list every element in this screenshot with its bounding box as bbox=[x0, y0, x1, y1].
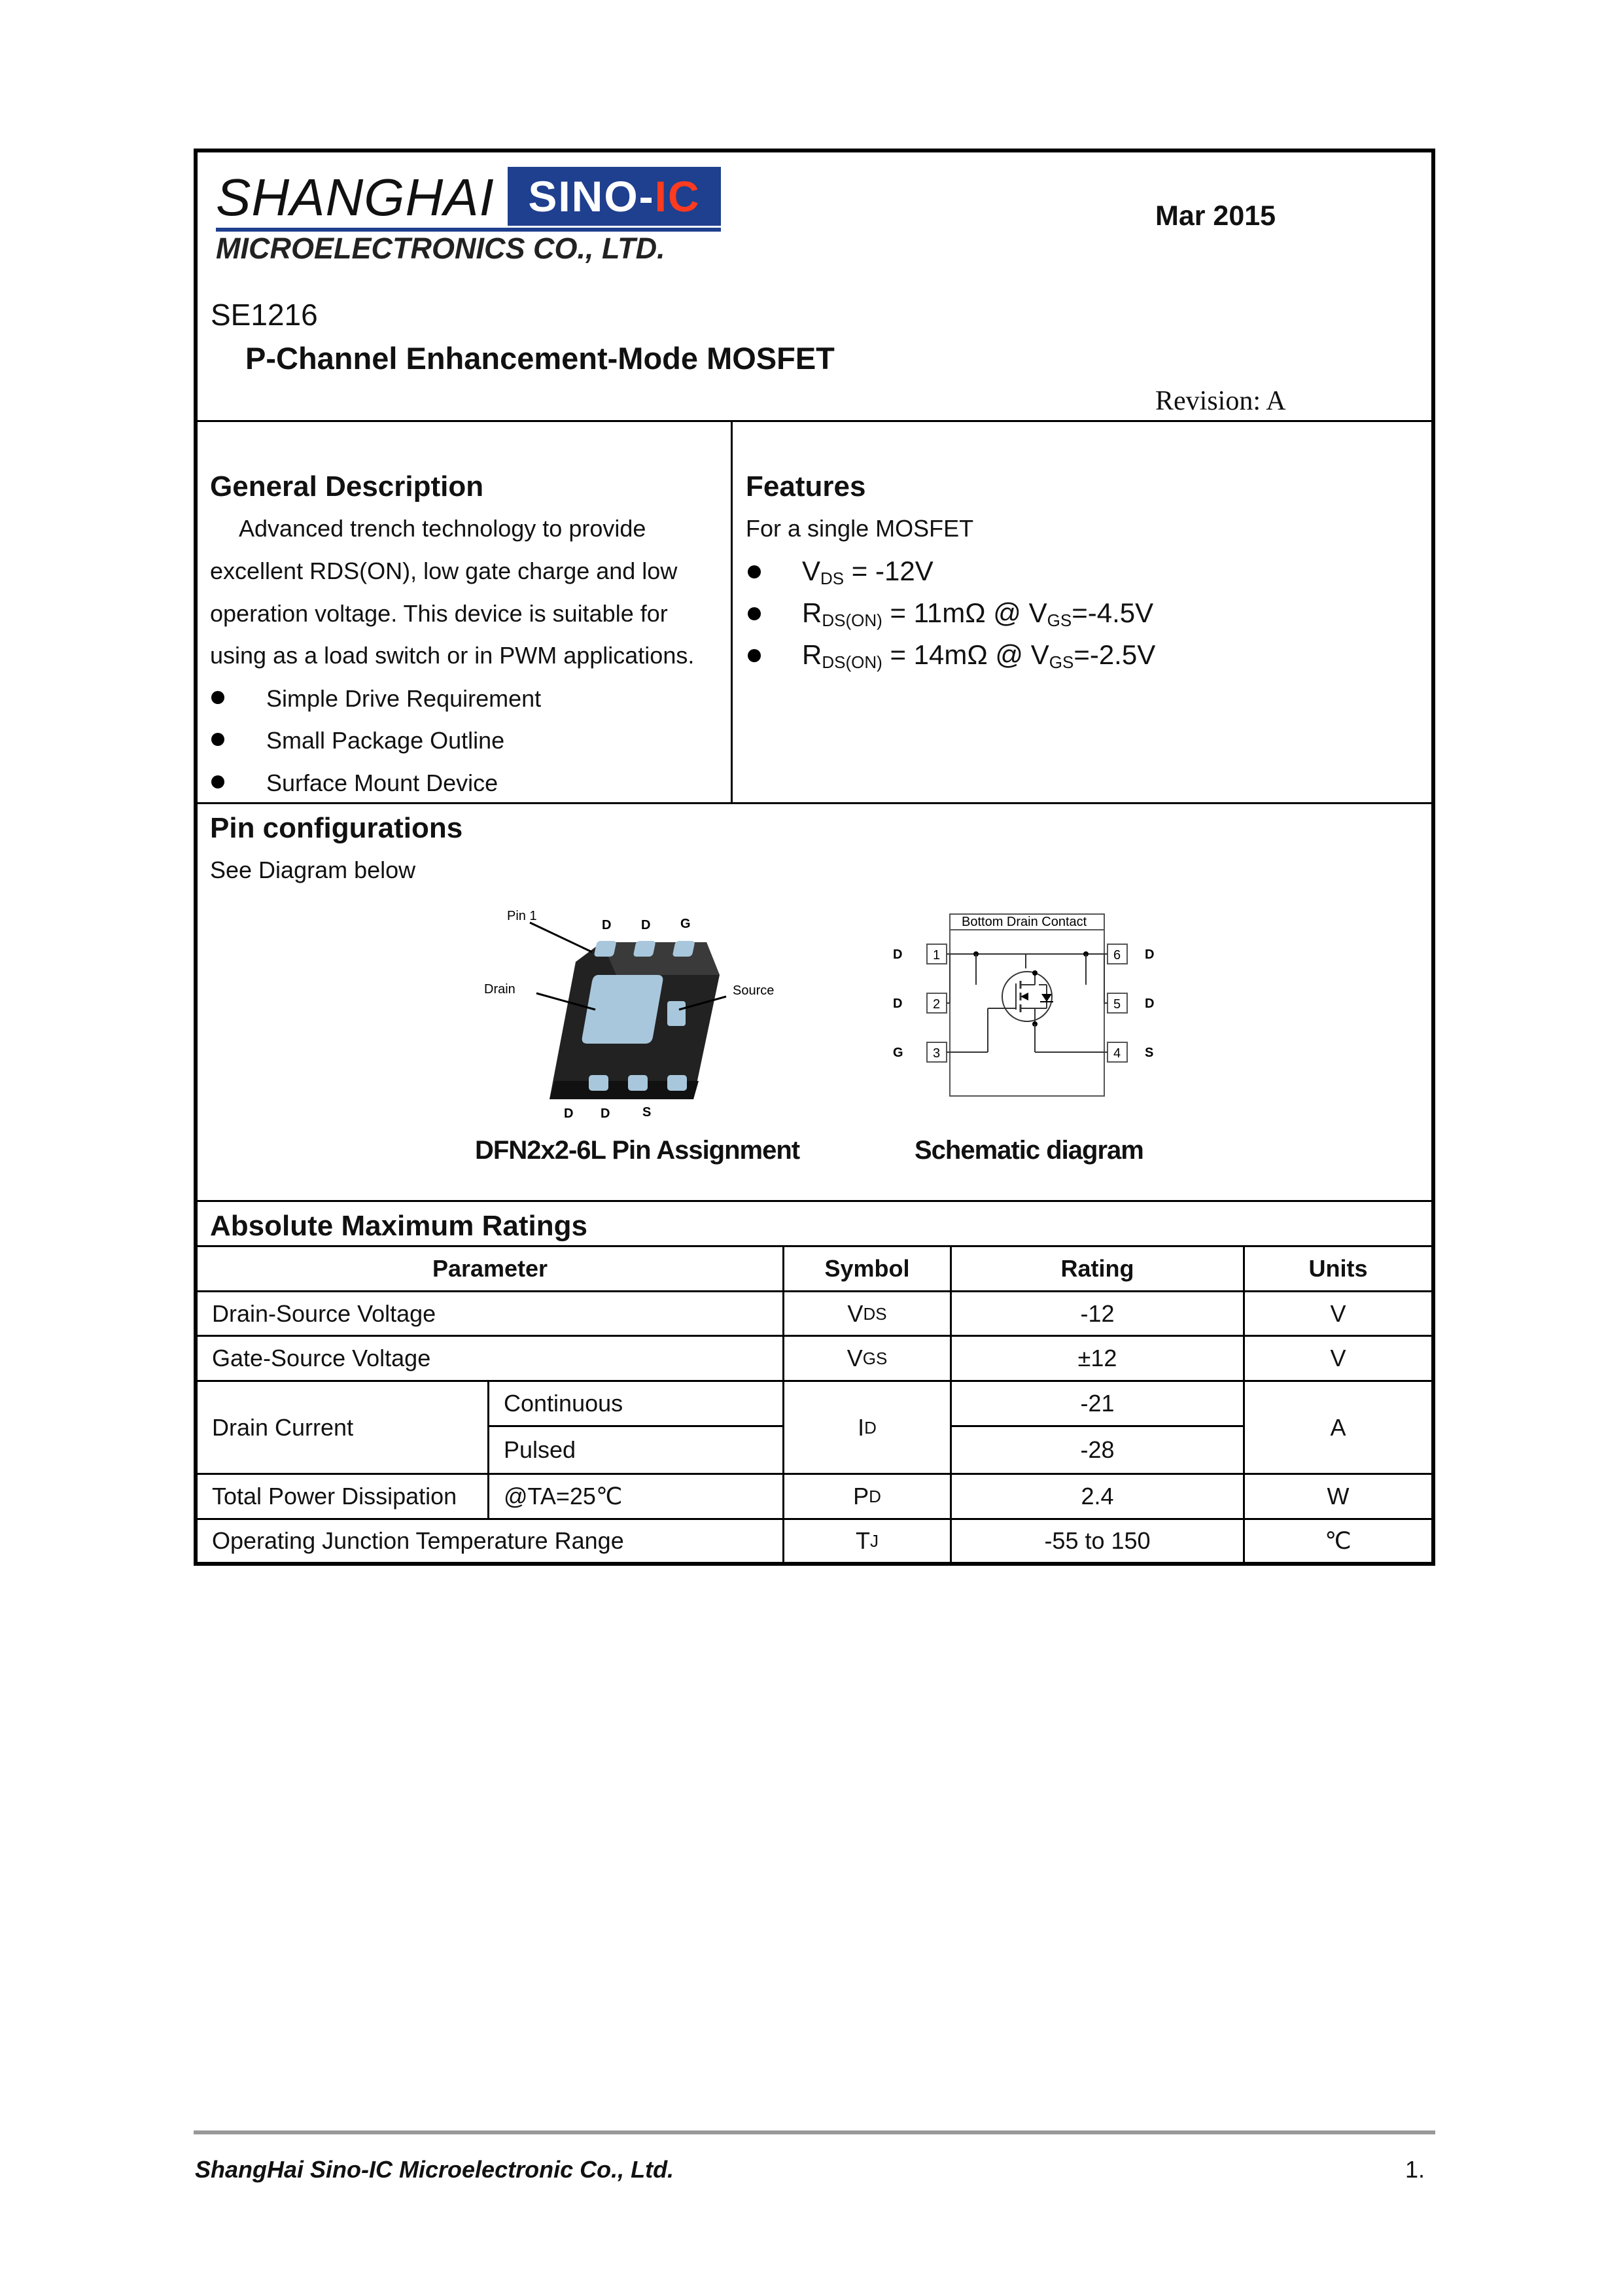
description-bullet: Surface Mount Device bbox=[266, 769, 498, 796]
table-cell-param: Gate-Source Voltage bbox=[212, 1345, 431, 1371]
table-cell-rating: -12 bbox=[1080, 1299, 1115, 1327]
col-header-units: Units bbox=[1308, 1255, 1368, 1282]
footer-rule bbox=[194, 2130, 1435, 2134]
svg-text:Drain: Drain bbox=[484, 982, 515, 997]
svg-text:G: G bbox=[893, 1046, 903, 1060]
divider bbox=[731, 420, 733, 803]
logo-sino-text: SINO- bbox=[528, 172, 655, 221]
table-cell-param: Operating Junction Temperature Range bbox=[212, 1527, 624, 1554]
logo-sino-ic bbox=[508, 167, 721, 226]
description-bullet: Small Package Outline bbox=[266, 727, 505, 754]
col-header-symbol: Symbol bbox=[824, 1255, 910, 1282]
bullet-icon bbox=[748, 565, 761, 578]
svg-text:D: D bbox=[641, 918, 651, 932]
svg-text:6: 6 bbox=[1113, 948, 1121, 963]
logo-shanghai: SHANGHAI bbox=[216, 168, 495, 226]
package-drawing bbox=[471, 903, 824, 1119]
table-cell-param: Total Power Dissipation bbox=[212, 1483, 457, 1510]
bullet-icon bbox=[748, 649, 761, 662]
svg-text:D: D bbox=[893, 947, 903, 962]
table-cell-symbol: V DS bbox=[847, 1299, 887, 1327]
col-header-parameter: Parameter bbox=[432, 1255, 548, 1282]
col-header-rating: Rating bbox=[1060, 1255, 1134, 1282]
divider bbox=[194, 1200, 1435, 1202]
schematic-caption: Schematic diagram bbox=[915, 1136, 1143, 1165]
description-line: using as a load switch or in PWM applications. bbox=[210, 642, 695, 669]
part-number: SE1216 bbox=[211, 298, 318, 332]
table-cell-unit: V bbox=[1330, 1299, 1346, 1327]
pin-config-intro: See Diagram below bbox=[210, 857, 416, 883]
description-line: excellent RDS(ON), low gate charge and low bbox=[210, 557, 678, 584]
table-cell-unit: W bbox=[1327, 1483, 1350, 1510]
ratings-heading: Absolute Maximum Ratings bbox=[210, 1210, 587, 1242]
svg-text:D: D bbox=[1145, 997, 1155, 1011]
general-description-heading: General Description bbox=[210, 470, 484, 503]
description-line: Advanced trench technology to provide bbox=[239, 515, 646, 542]
features-intro: For a single MOSFET bbox=[746, 515, 974, 542]
label-pin1: Pin 1 bbox=[507, 909, 537, 923]
table-cell-symbol: T J bbox=[856, 1527, 879, 1554]
table-cell-symbol: V GS bbox=[846, 1345, 888, 1371]
bullet-icon bbox=[748, 607, 761, 620]
table-cell-rating: 2.4 bbox=[1081, 1483, 1114, 1510]
divider bbox=[194, 420, 1435, 422]
table-cell-condition: Continuous bbox=[504, 1390, 623, 1417]
svg-text:5: 5 bbox=[1113, 997, 1121, 1012]
bullet-icon bbox=[211, 775, 224, 788]
feature-rdson-2v5: $R_{DS(ON)} = 14m\Omega$ @ $V_{GS}=-2.5V$ bbox=[802, 639, 1156, 672]
table-cell-rating: -21 bbox=[1080, 1390, 1115, 1417]
footer-company: ShangHai Sino-IC Microelectronic Co., Ltd. bbox=[195, 2156, 674, 2183]
svg-text:4: 4 bbox=[1113, 1046, 1121, 1061]
package-caption: DFN2x2-6L Pin Assignment bbox=[475, 1136, 800, 1165]
table-cell-param: Drain Current bbox=[212, 1413, 354, 1441]
svg-text:D: D bbox=[564, 1106, 574, 1119]
svg-text:3: 3 bbox=[933, 1046, 941, 1061]
document-date: Mar 2015 bbox=[1155, 200, 1276, 232]
svg-text:S: S bbox=[1145, 1046, 1154, 1060]
table-cell-condition: Pulsed bbox=[504, 1436, 576, 1463]
svg-text:S: S bbox=[642, 1105, 652, 1119]
table-cell-rating: -55 to 150 bbox=[1044, 1527, 1151, 1554]
feature-vds: $V_{DS} = -12V$ bbox=[802, 556, 934, 588]
svg-text:D: D bbox=[1145, 947, 1155, 962]
description-line: operation voltage. This device is suitable for bbox=[210, 600, 668, 627]
table-cell-unit: A bbox=[1330, 1413, 1346, 1441]
divider bbox=[194, 802, 1435, 804]
bullet-icon bbox=[211, 733, 224, 746]
table-cell-symbol: I D bbox=[858, 1413, 877, 1441]
document-title: P-Channel Enhancement-Mode MOSFET bbox=[245, 341, 835, 376]
logo-ic-text: IC bbox=[654, 172, 701, 221]
logo-company: MICROELECTRONICS CO., LTD. bbox=[216, 232, 665, 265]
table-cell-rating: -28 bbox=[1080, 1436, 1115, 1463]
table-cell-param: Drain-Source Voltage bbox=[212, 1299, 436, 1327]
table-cell-rating: ±12 bbox=[1077, 1345, 1117, 1371]
svg-text:D: D bbox=[893, 997, 903, 1011]
svg-text:1: 1 bbox=[933, 948, 941, 963]
feature-rdson-4v5: $R_{DS(ON)} = 11m\Omega$ @ $V_{GS}=-4.5V$ bbox=[802, 597, 1154, 630]
bullet-icon bbox=[211, 691, 224, 704]
revision: Revision: A bbox=[1155, 386, 1286, 416]
table-cell-unit: ℃ bbox=[1325, 1527, 1352, 1554]
svg-text:D: D bbox=[601, 1106, 610, 1119]
schematic-drawing bbox=[890, 913, 1164, 1109]
svg-text:2: 2 bbox=[933, 997, 941, 1012]
page-number: 1. bbox=[1405, 2156, 1425, 2183]
features-heading: Features bbox=[746, 470, 866, 503]
svg-text:Source: Source bbox=[733, 983, 775, 998]
svg-text:G: G bbox=[680, 917, 691, 931]
table-cell-condition: @TA=25℃ bbox=[504, 1483, 623, 1510]
table-cell-symbol: P D bbox=[853, 1483, 881, 1510]
table-cell-unit: V bbox=[1330, 1345, 1346, 1371]
schematic-title: Bottom Drain Contact bbox=[962, 915, 1087, 929]
pin-config-heading: Pin configurations bbox=[210, 812, 463, 844]
svg-text:D: D bbox=[602, 918, 612, 932]
description-bullet: Simple Drive Requirement bbox=[266, 685, 542, 712]
